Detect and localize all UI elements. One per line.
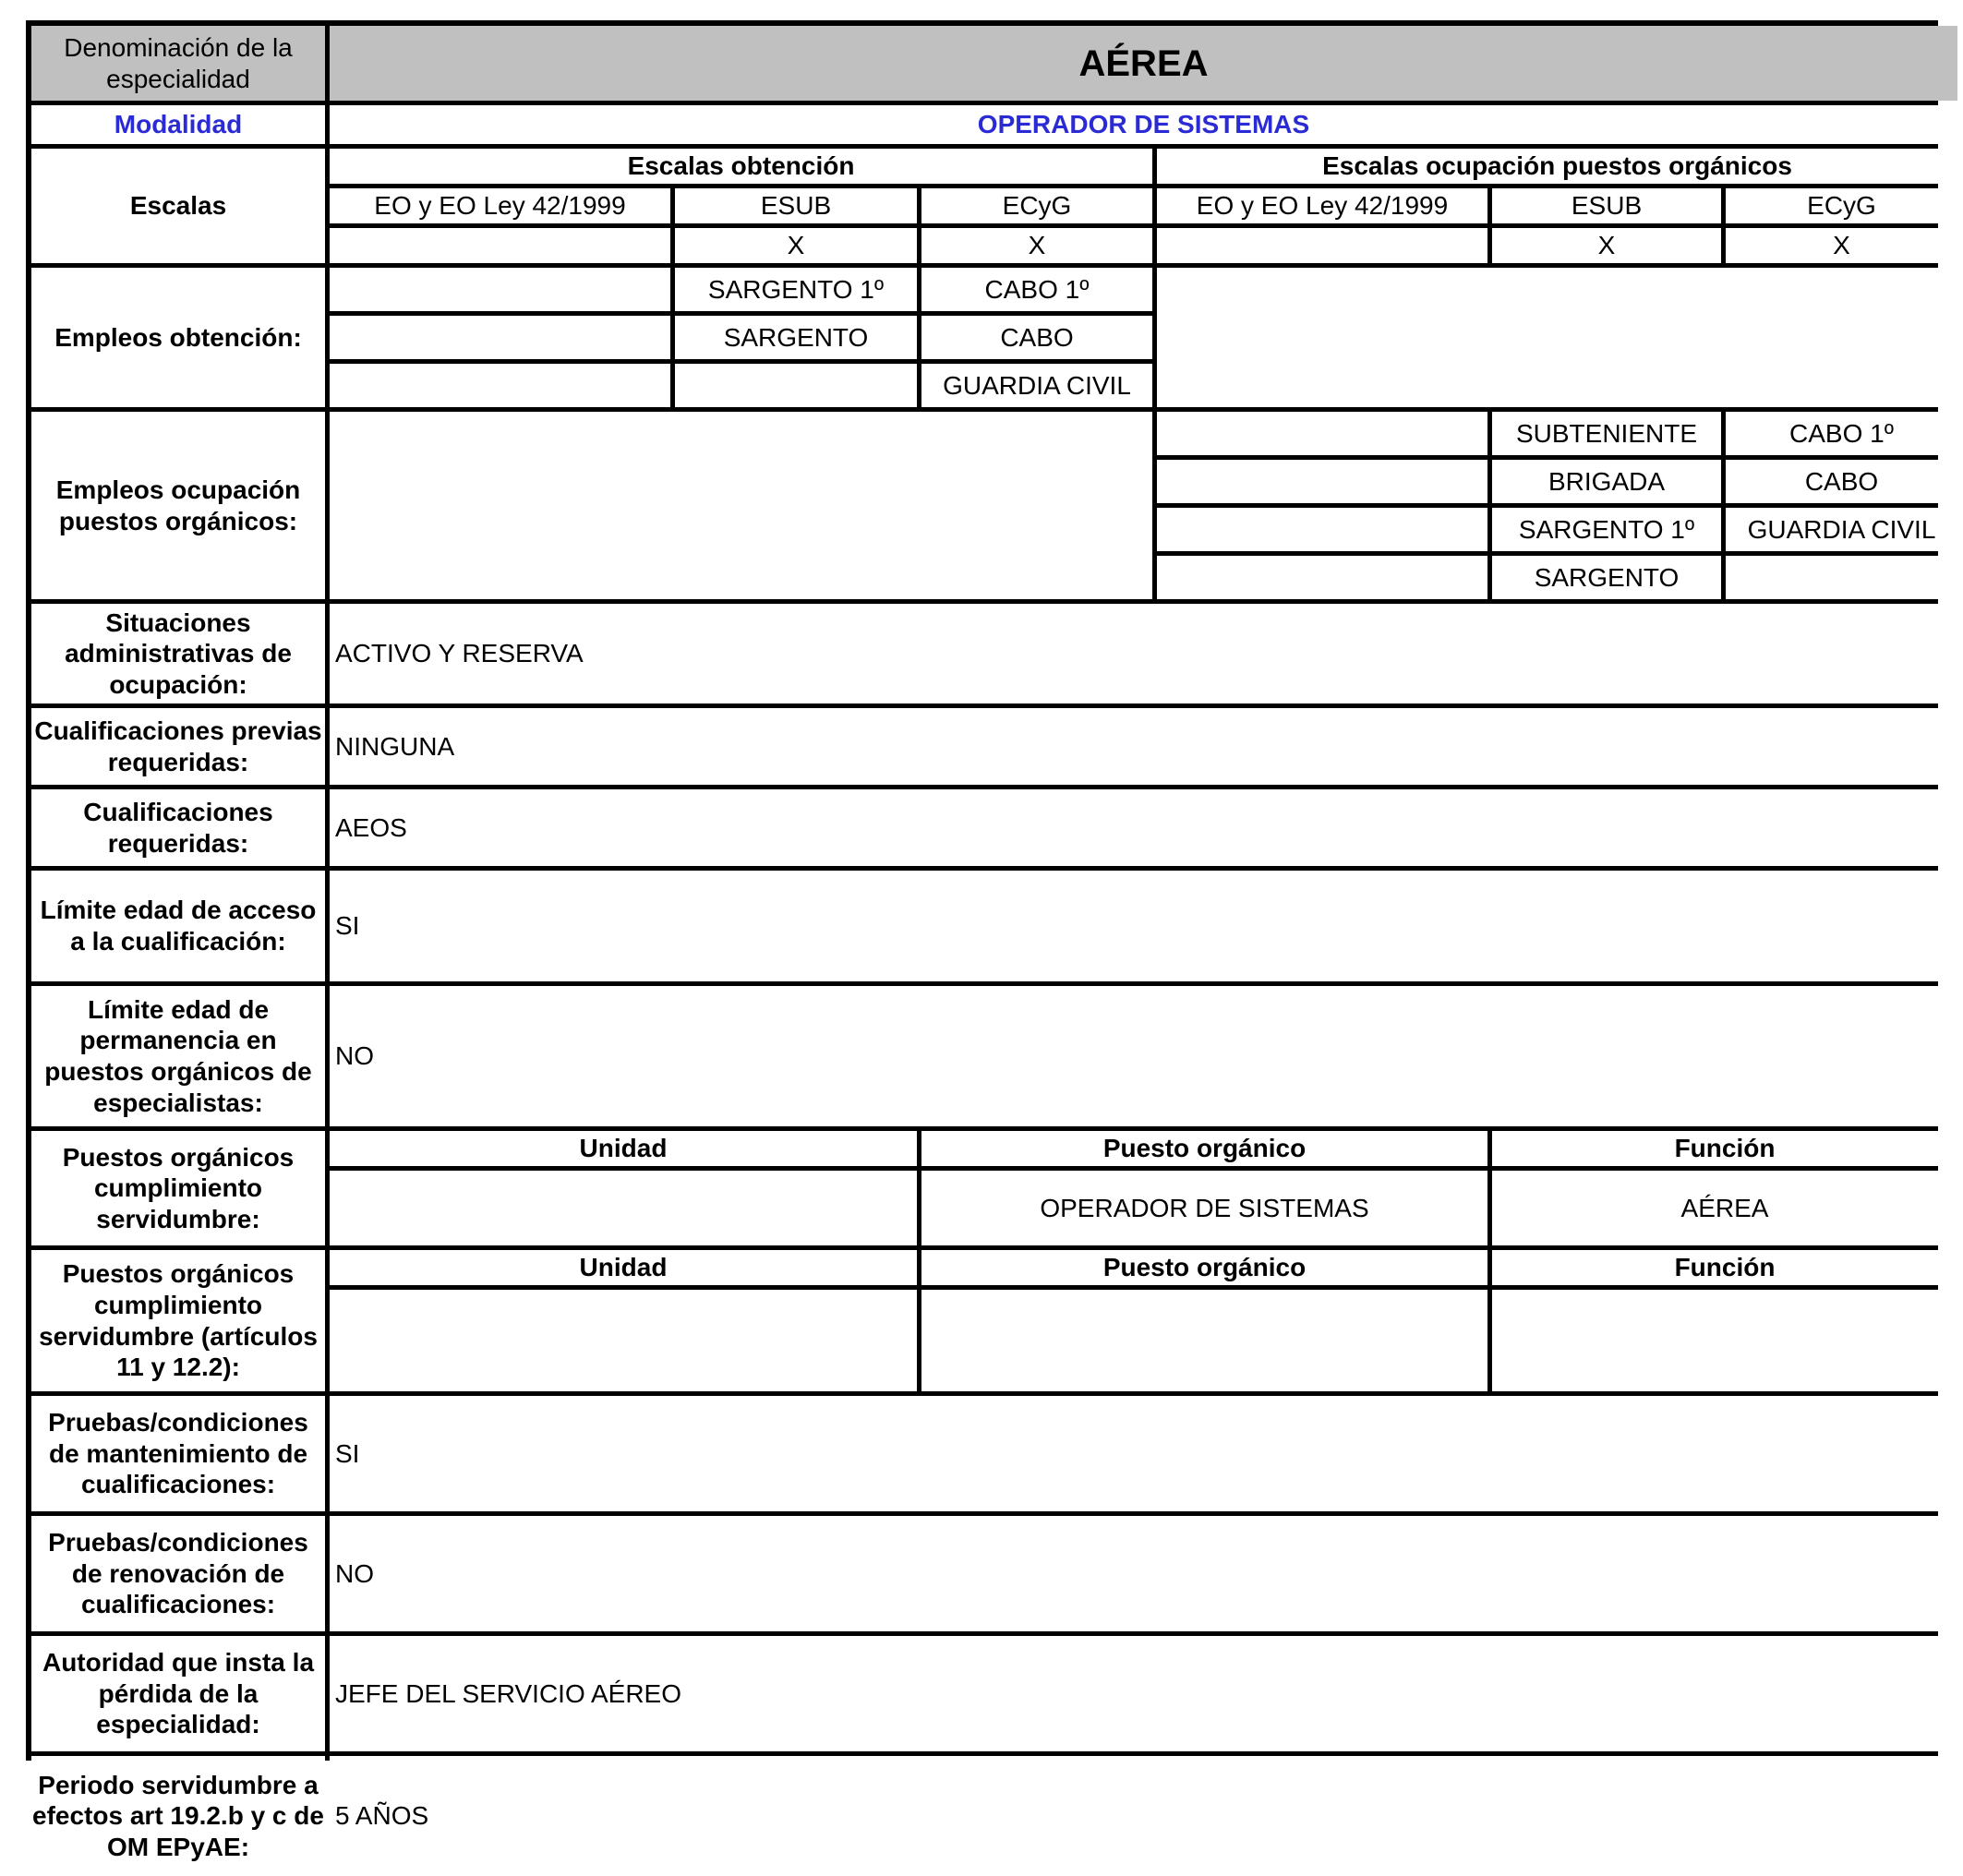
empleo-ocupacion-esub: SARGENTO	[1492, 556, 1721, 599]
empleo-cell	[1157, 508, 1487, 551]
modalidad-label: Modalidad	[31, 105, 325, 144]
escala-mark: X	[675, 228, 917, 263]
puestos-funcion-value: AÉREA	[1492, 1171, 1957, 1245]
empleo-cell	[1157, 412, 1487, 455]
row-value: ACTIVO Y RESERVA	[330, 604, 1957, 704]
puestos-header-funcion: Función	[1492, 1250, 1957, 1285]
row-value: NO	[330, 986, 1957, 1126]
puestos-unidad-value	[330, 1290, 917, 1391]
row-label: Pruebas/condiciones de mantenimiento de cualificaciones:	[31, 1396, 325, 1511]
row-label: Periodo servidumbre a efectos art 19.2.b y c de OM EPyAE:	[31, 1756, 325, 1876]
row-value: SI	[330, 1396, 1957, 1511]
empleo-blank-area	[1157, 268, 1957, 407]
empleo-cell	[1157, 460, 1487, 503]
escala-mark: X	[1492, 228, 1721, 263]
row-value: SI	[330, 871, 1957, 981]
empleos-ocupacion-label: Empleos ocupación puestos orgánicos:	[31, 412, 325, 599]
row-label: Límite edad de permanencia en puestos orgánicos de especialistas:	[31, 986, 325, 1126]
empleo-obtencion-esub: SARGENTO 1º	[675, 268, 917, 311]
row-value: NINGUNA	[330, 708, 1957, 785]
empleo-cell	[330, 316, 670, 359]
empleo-obtencion-esub: SARGENTO	[675, 316, 917, 359]
escala-mark	[330, 228, 670, 263]
puestos-label: Puestos orgánicos cumplimiento servidumbre:	[31, 1131, 325, 1245]
empleo-blank-area	[330, 412, 1152, 599]
puestos-header-puesto: Puesto orgánico	[921, 1250, 1487, 1285]
empleo-obtencion-ecyg: CABO	[921, 316, 1152, 359]
empleo-ocupacion-ecyg	[1726, 556, 1957, 599]
escala-column-header: ECyG	[1726, 188, 1957, 223]
modalidad-value: OPERADOR DE SISTEMAS	[330, 105, 1957, 144]
puestos-label: Puestos orgánicos cumplimiento servidumbre (artículos 11 y 12.2):	[31, 1250, 325, 1391]
row-label: Cualificaciones previas requeridas:	[31, 708, 325, 785]
puestos-puesto-value: OPERADOR DE SISTEMAS	[921, 1171, 1487, 1245]
empleo-cell	[330, 268, 670, 311]
empleo-cell	[1157, 556, 1487, 599]
escalas-ocupacion-header: Escalas ocupación puestos orgánicos	[1157, 149, 1957, 184]
empleo-cell	[330, 364, 670, 407]
empleos-obtencion-label: Empleos obtención:	[31, 268, 325, 407]
puestos-funcion-value	[1492, 1290, 1957, 1391]
escala-mark: X	[1726, 228, 1957, 263]
puestos-unidad-value	[330, 1171, 917, 1245]
empleo-ocupacion-ecyg: GUARDIA CIVIL	[1726, 508, 1957, 551]
specialty-title: AÉREA	[330, 26, 1957, 101]
empleo-obtencion-esub	[675, 364, 917, 407]
row-label: Cualificaciones requeridas:	[31, 789, 325, 866]
escala-column-header: ECyG	[921, 188, 1152, 223]
escalas-obtencion-header: Escalas obtención	[330, 149, 1152, 184]
empleo-ocupacion-esub: SUBTENIENTE	[1492, 412, 1721, 455]
row-value: NO	[330, 1516, 1957, 1631]
escala-mark: X	[921, 228, 1152, 263]
puestos-header-puesto: Puesto orgánico	[921, 1131, 1487, 1166]
escala-mark	[1157, 228, 1487, 263]
row-label: Situaciones administrativas de ocupación:	[31, 604, 325, 704]
row-label: Pruebas/condiciones de renovación de cualificaciones:	[31, 1516, 325, 1631]
puestos-header-funcion: Función	[1492, 1131, 1957, 1166]
empleo-ocupacion-esub: SARGENTO 1º	[1492, 508, 1721, 551]
specialty-sheet	[26, 20, 1938, 1861]
empleo-obtencion-ecyg: CABO 1º	[921, 268, 1152, 311]
empleo-ocupacion-esub: BRIGADA	[1492, 460, 1721, 503]
escala-column-header: ESUB	[675, 188, 917, 223]
empleo-ocupacion-ecyg: CABO	[1726, 460, 1957, 503]
specialty-name-label: Denominación de la especialidad	[31, 26, 325, 101]
row-value: 5 AÑOS	[330, 1756, 1957, 1876]
row-value: AEOS	[330, 789, 1957, 866]
escalas-label: Escalas	[31, 149, 325, 263]
row-label: Autoridad que insta la pérdida de la especialidad:	[31, 1636, 325, 1751]
row-value: JEFE DEL SERVICIO AÉREO	[330, 1636, 1957, 1751]
puestos-header-unidad: Unidad	[330, 1250, 917, 1285]
escala-column-header: EO y EO Ley 42/1999	[1157, 188, 1487, 223]
row-label: Límite edad de acceso a la cualificación:	[31, 871, 325, 981]
escala-column-header: ESUB	[1492, 188, 1721, 223]
empleo-ocupacion-ecyg: CABO 1º	[1726, 412, 1957, 455]
escala-column-header: EO y EO Ley 42/1999	[330, 188, 670, 223]
puestos-header-unidad: Unidad	[330, 1131, 917, 1166]
empleo-obtencion-ecyg: GUARDIA CIVIL	[921, 364, 1152, 407]
puestos-puesto-value	[921, 1290, 1487, 1391]
